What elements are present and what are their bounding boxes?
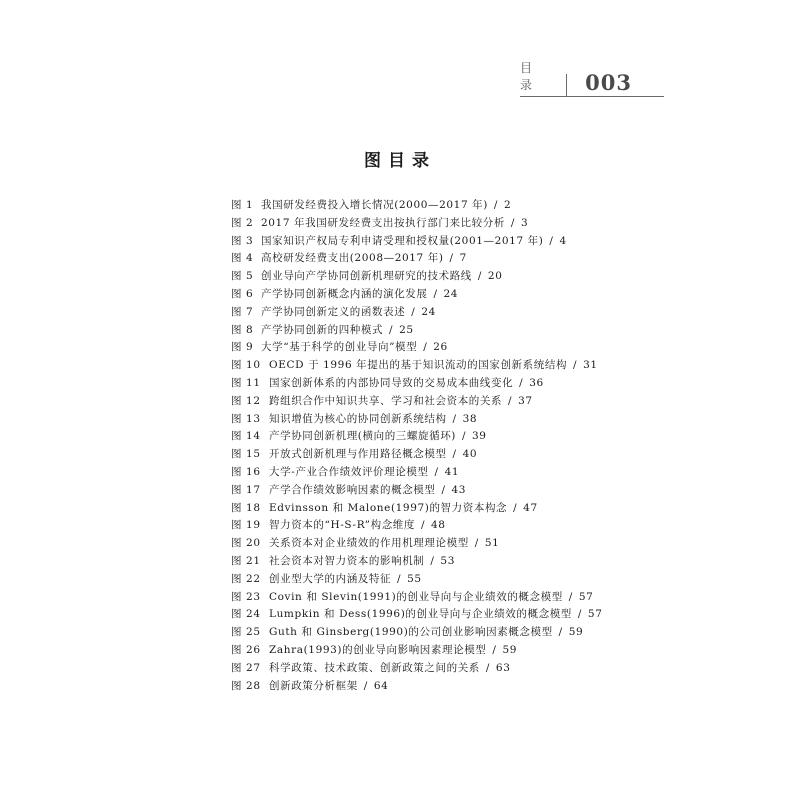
page-separator: / <box>426 554 439 567</box>
figure-page-number: 53 <box>440 554 455 567</box>
page-separator: / <box>545 234 558 247</box>
figure-entry[interactable] <box>231 500 651 518</box>
figure-entry[interactable] <box>231 642 651 660</box>
figure-entry[interactable] <box>231 535 651 553</box>
figure-page-number: 36 <box>529 376 544 389</box>
figure-page-number: 47 <box>523 501 538 514</box>
figure-entry[interactable] <box>231 322 651 340</box>
figure-page-number: 57 <box>587 608 603 621</box>
figure-label: 图 12 <box>231 394 261 407</box>
figure-list <box>231 197 651 695</box>
page-separator: / <box>437 483 450 496</box>
page-separator: / <box>554 626 567 639</box>
figure-label: 图 14 <box>231 430 261 443</box>
figure-label: 图 5 <box>231 270 254 283</box>
list-title: 图目录 <box>364 151 436 171</box>
figure-page-number: 26 <box>433 341 448 354</box>
figure-entry[interactable] <box>231 464 651 482</box>
header-divider <box>566 74 567 96</box>
figure-entry[interactable] <box>231 339 651 357</box>
figure-entry[interactable] <box>231 660 651 678</box>
figure-label: 图 24 <box>231 608 261 621</box>
figure-label: 图 8 <box>231 323 254 336</box>
figure-label: 图 11 <box>231 376 261 389</box>
page-separator: / <box>470 537 483 550</box>
figure-title: 高校研发经费支出(2008—2017 年) <box>261 252 444 265</box>
figure-page-number: 63 <box>495 661 511 674</box>
figure-label: 图 17 <box>231 483 261 496</box>
figure-page-number: 2 <box>504 199 512 211</box>
figure-title: 知识增值为核心的协同创新系统结构 <box>269 412 447 425</box>
page-separator: / <box>417 519 430 532</box>
figure-page-number: 48 <box>431 519 446 532</box>
figure-entry[interactable] <box>231 304 651 322</box>
figure-page-number: 7 <box>459 252 467 265</box>
figure-label: 图 9 <box>231 341 254 354</box>
figure-page-number: 41 <box>444 465 460 478</box>
figure-page-number: 51 <box>484 537 500 550</box>
figure-title: 产学合作绩效影响因素的概念模型 <box>269 483 436 496</box>
page-separator: / <box>393 572 406 585</box>
figure-label: 图 7 <box>231 305 254 318</box>
figure-title: 社会资本对智力资本的影响机制 <box>269 554 425 567</box>
figure-title: 大学-产业合作绩效评价理论模型 <box>269 465 429 478</box>
figure-page-number: 38 <box>462 412 478 425</box>
figure-title: Lumpkin 和 Dess(1996)的创业导向与企业绩效的概念模型 <box>269 608 572 621</box>
page-separator: / <box>573 608 586 621</box>
figure-label: 图 26 <box>231 643 261 656</box>
figure-title: Zahra(1993)的创业导向影响因素理论模型 <box>269 643 487 656</box>
figure-entry[interactable] <box>231 678 651 696</box>
figure-entry[interactable] <box>231 624 651 642</box>
figure-title: Guth 和 Ginsberg(1990)的公司创业影响因素概念模型 <box>269 626 553 639</box>
figure-entry[interactable] <box>231 553 651 571</box>
figure-page-number: 3 <box>520 216 529 229</box>
page-separator: / <box>430 465 443 478</box>
figure-label: 图 13 <box>231 412 261 425</box>
figure-page-number: 64 <box>373 679 389 692</box>
figure-page-number: 59 <box>502 643 517 656</box>
figure-entry[interactable] <box>231 482 651 500</box>
figure-label: 图 4 <box>231 252 254 265</box>
figure-label: 图 16 <box>231 465 261 478</box>
figure-label: 图 20 <box>231 537 261 550</box>
page-separator: / <box>458 430 471 443</box>
page-separator: / <box>481 661 494 674</box>
figure-label: 图 18 <box>231 501 261 514</box>
page-separator: / <box>569 359 582 372</box>
figure-page-number: 57 <box>578 590 594 603</box>
figure-label: 图 2 <box>231 216 254 229</box>
figure-title: OECD 于 1996 年提出的基于知识流动的国家创新系统结构 <box>269 359 568 372</box>
figure-title: 开放式创新机理与作用路径概念模型 <box>269 448 447 461</box>
page-separator: / <box>515 376 528 389</box>
figure-title: 产学协同创新机理(横向的三螺旋循环) <box>269 430 456 443</box>
figure-title: 关系资本对企业绩效的作用机理理论模型 <box>269 537 469 550</box>
figure-label: 图 19 <box>231 519 261 532</box>
figure-page-number: 20 <box>487 270 503 283</box>
figure-title: Covin 和 Slevin(1991)的创业导向与企业绩效的概念模型 <box>269 590 563 603</box>
page-number: 003 <box>585 70 632 95</box>
figure-page-number: 37 <box>518 394 533 407</box>
page-separator: / <box>429 287 442 300</box>
figure-page-number: 25 <box>399 323 414 336</box>
figure-label: 图 3 <box>231 234 254 247</box>
figure-title: 创业型大学的内涵及特征 <box>269 572 392 585</box>
figure-entry[interactable] <box>231 286 651 304</box>
figure-page-number: 55 <box>407 572 422 585</box>
page-separator: / <box>489 199 502 211</box>
figure-title: 国家创新体系的内部协同导致的交易成本曲线变化 <box>269 376 514 389</box>
figure-entry[interactable] <box>231 268 651 286</box>
figure-entry[interactable] <box>231 446 651 464</box>
figure-title: 国家知识产权局专利申请受理和授权量(2001—2017 年) <box>261 234 544 247</box>
section-label: 目 录 <box>520 61 540 92</box>
figure-entry[interactable] <box>231 571 651 589</box>
figure-entry[interactable] <box>231 375 651 393</box>
figure-title: 产学协同创新的四种模式 <box>261 323 384 336</box>
figure-entry[interactable] <box>231 393 651 411</box>
figure-label: 图 23 <box>231 590 261 603</box>
figure-label: 图 1 <box>231 199 254 211</box>
figure-page-number: 31 <box>583 359 598 372</box>
figure-entry[interactable] <box>231 589 651 607</box>
figure-page-number: 4 <box>559 234 567 247</box>
figure-page-number: 24 <box>443 287 459 300</box>
figure-title: 创业导向产学协同创新机理研究的技术路线 <box>261 270 472 283</box>
page-separator: / <box>448 448 461 461</box>
page-separator: / <box>385 323 398 336</box>
figure-label: 图 27 <box>231 661 261 674</box>
figure-page-number: 24 <box>421 305 436 318</box>
figure-label: 图 15 <box>231 448 261 461</box>
page-separator: / <box>488 643 501 656</box>
page-separator: / <box>359 679 372 692</box>
figure-entry[interactable] <box>231 428 651 446</box>
page-separator: / <box>564 590 577 603</box>
page-separator: / <box>407 305 420 318</box>
figure-title: Edvinsson 和 Malone(1997)的智力资本构念 <box>269 501 508 514</box>
figure-entry[interactable] <box>231 517 651 535</box>
figure-label: 图 22 <box>231 572 261 585</box>
figure-entry[interactable] <box>231 215 651 233</box>
page-separator: / <box>419 341 432 354</box>
page-separator: / <box>504 394 517 407</box>
figure-page-number: 40 <box>462 448 478 461</box>
figure-entry[interactable] <box>231 357 651 375</box>
figure-label: 图 25 <box>231 626 261 639</box>
figure-title: 产学协同创新定义的函数表述 <box>261 305 406 318</box>
figure-title: 产学协同创新概念内涵的演化发展 <box>261 287 428 300</box>
figure-title: 2017 年我国研发经费支出按执行部门来比较分析 <box>261 216 505 229</box>
figure-entry[interactable] <box>231 233 651 251</box>
figure-page-number: 43 <box>451 483 467 496</box>
figure-page-number: 59 <box>568 626 584 639</box>
figure-entry[interactable] <box>231 250 651 268</box>
figure-title: 创新政策分析框架 <box>269 679 358 692</box>
figure-title: 智力资本的“H-S-R”构念维度 <box>269 519 415 532</box>
running-head <box>520 61 664 97</box>
page-separator: / <box>509 501 522 514</box>
figure-label: 图 10 <box>231 359 261 372</box>
figure-label: 图 21 <box>231 554 261 567</box>
figure-title: 跨组织合作中知识共享、学习和社会资本的关系 <box>269 394 503 407</box>
figure-title: 我国研发经费投入增长情况(2000—2017 年) <box>261 199 488 211</box>
page-separator: / <box>473 270 486 283</box>
page-separator: / <box>448 412 461 425</box>
figure-title: 科学政策、技术政策、创新政策之间的关系 <box>269 661 480 674</box>
figure-label: 图 28 <box>231 679 261 692</box>
figure-label: 图 6 <box>231 287 254 300</box>
page-separator: / <box>445 252 458 265</box>
figure-entry[interactable] <box>231 411 651 429</box>
figure-page-number: 39 <box>472 430 487 443</box>
page-separator: / <box>506 216 519 229</box>
figure-title: 大学“基于科学的创业导向”模型 <box>261 341 418 354</box>
figure-entry[interactable] <box>231 606 651 624</box>
figure-entry[interactable] <box>231 197 651 215</box>
